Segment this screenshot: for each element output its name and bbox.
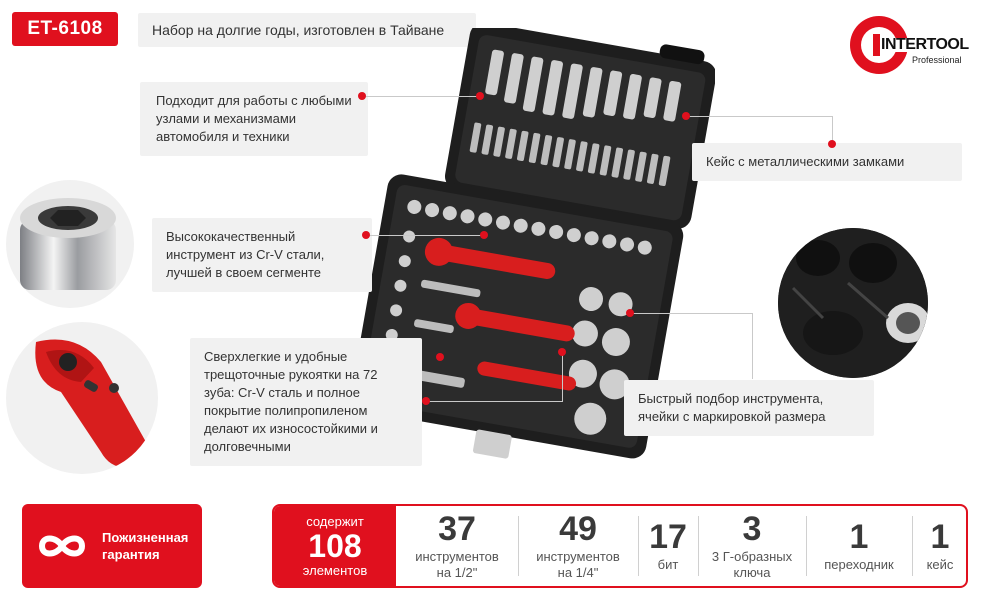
callout-steel xyxy=(152,218,372,292)
stat-divider xyxy=(518,516,519,576)
stat-item xyxy=(700,506,804,586)
contents-summary xyxy=(272,504,968,588)
callout-ratchet-dot xyxy=(422,397,430,405)
logo-tagline-text: Professional xyxy=(912,55,962,65)
stat-label: 3 Г-образных ключа xyxy=(711,549,793,580)
total-number: 108 xyxy=(308,528,362,564)
callout-locks-dot xyxy=(828,140,836,148)
stat-divider xyxy=(912,516,913,576)
callout-engines xyxy=(140,82,368,156)
header-note-text: Набор на долгие годы, изготовлен в Тайване xyxy=(152,22,445,38)
stat-item xyxy=(640,506,696,586)
callout-locks-line xyxy=(688,116,832,117)
stat-number: 49 xyxy=(559,510,597,548)
callout-locks-text: Кейс с металлическими замками xyxy=(706,154,905,169)
callout-ratchet-text: Сверхлегкие и удобные трещоточные рукоятки на 72 зуба: Cr-V сталь и полное покрытие полипропиленом делают их износостойкими и долговечными xyxy=(204,349,378,454)
stat-number: 3 xyxy=(742,510,762,548)
callout-cells-line xyxy=(632,313,752,314)
ratchet-image xyxy=(6,322,158,474)
callout-engines-line xyxy=(362,96,478,97)
stat-item xyxy=(808,506,910,586)
stat-label: кейс xyxy=(926,557,954,572)
callout-steel-line xyxy=(366,235,482,236)
warranty-block xyxy=(22,504,202,588)
logo-brand-text: INTERTOOL xyxy=(881,36,969,53)
total-count-block xyxy=(274,506,396,586)
stat-divider xyxy=(698,516,699,576)
callout-cells-text: Быстрый подбор инструмента, ячейки с маркировкой размера xyxy=(638,391,826,424)
callout-locks-target-dot xyxy=(682,112,690,120)
stat-label: инструментов на 1/4" xyxy=(536,549,620,580)
stat-label: переходник xyxy=(824,557,894,572)
socket-image xyxy=(6,180,134,308)
stat-item xyxy=(520,506,636,586)
callout-ratchet-target-dot xyxy=(558,348,566,356)
brand-logo xyxy=(848,14,978,78)
callout-cells-target-dot xyxy=(626,309,634,317)
callout-ratchet-line xyxy=(426,401,462,402)
model-badge: ET-6108 xyxy=(12,12,118,46)
infinity-icon xyxy=(36,531,88,561)
stat-number: 1 xyxy=(849,518,869,556)
cells-image xyxy=(778,228,928,378)
callout-ratchet-line-vertical xyxy=(562,352,563,402)
stat-divider xyxy=(806,516,807,576)
stat-label: инструментов на 1/2" xyxy=(415,549,499,580)
callout-steel-text: Высококачественный инструмент из Cr-V стали, лучшей в своем сегменте xyxy=(166,229,325,280)
callout-ratchet-line-horizontal xyxy=(460,401,563,402)
callout-steel-dot xyxy=(362,231,370,239)
callout-engines-text: Подходит для работы с любыми узлами и механизмами автомобиля и техники xyxy=(156,93,352,144)
callout-engines-dot xyxy=(358,92,366,100)
stat-divider xyxy=(638,516,639,576)
stat-item xyxy=(398,506,516,586)
total-bottom-text: элементов xyxy=(302,563,368,578)
stat-number: 37 xyxy=(438,510,476,548)
callout-ratchet xyxy=(190,338,422,466)
callout-steel-target-dot xyxy=(480,231,488,239)
warranty-text: Пожизненная гарантия xyxy=(102,530,189,562)
stat-number: 1 xyxy=(930,518,950,556)
total-top-text: содержит xyxy=(306,514,364,529)
callout-engines-target-dot xyxy=(476,92,484,100)
stat-number: 17 xyxy=(649,518,687,556)
callout-ratchet-target-dot-2 xyxy=(436,353,444,361)
callout-cells-line-vertical xyxy=(752,313,753,379)
callout-locks xyxy=(692,143,962,181)
callout-cells xyxy=(624,380,874,436)
stat-item xyxy=(914,506,966,586)
stat-label: бит xyxy=(657,557,679,572)
